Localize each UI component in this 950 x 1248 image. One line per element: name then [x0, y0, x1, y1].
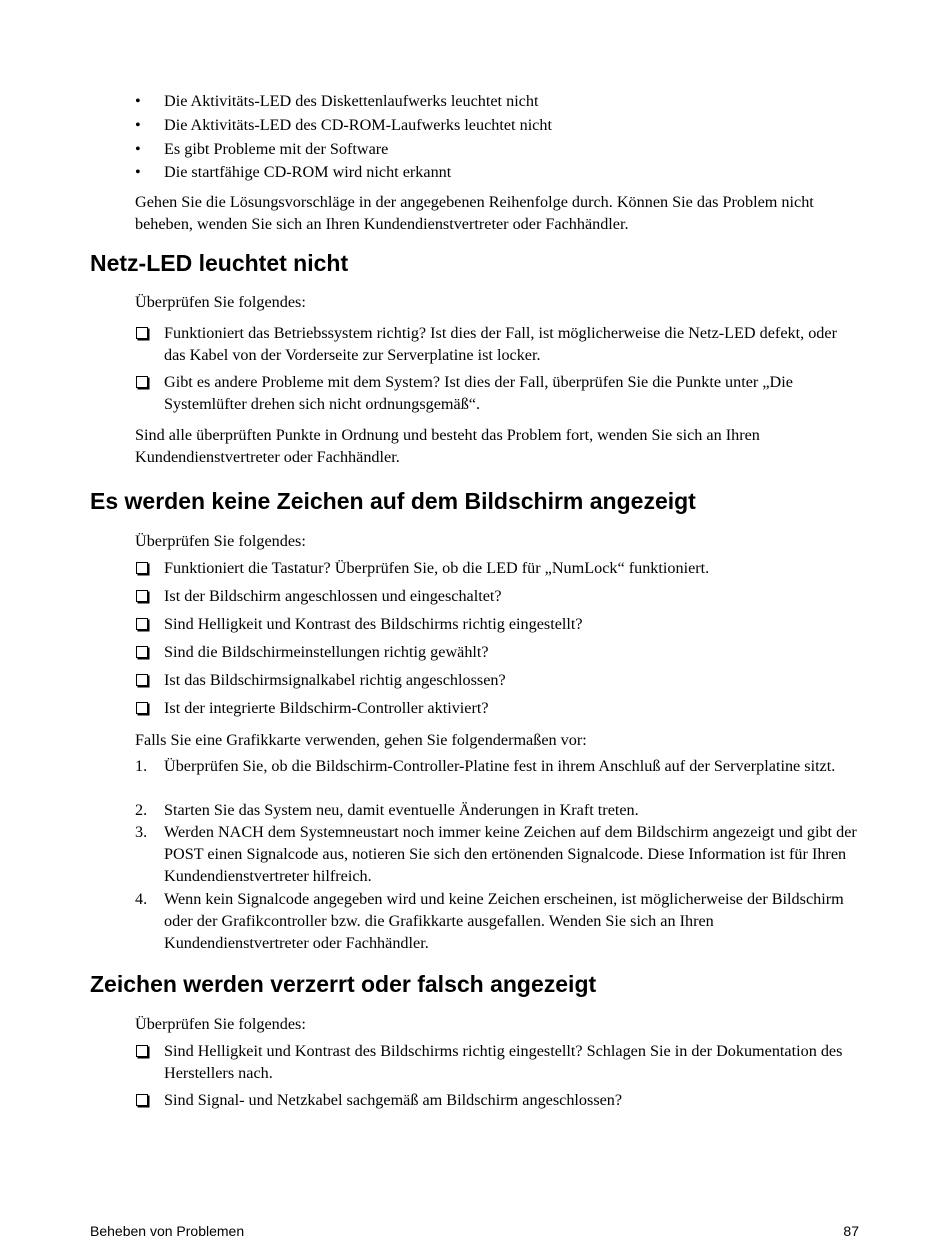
checkbox-icon — [136, 327, 148, 339]
bullet-text: Die Aktivitäts-LED des CD-ROM-Laufwerks leuchtet nicht — [164, 116, 552, 134]
bullet-glyph: • — [135, 92, 141, 110]
checklist-text: Funktioniert das Betriebssystem richtig? Ist dies der Fall, ist möglicherweise die Netz-LED defekt, oder das Kabel von der Vorderseite zur Serverplatine ist locker. — [164, 324, 837, 364]
section-lead: Überprüfen Sie folgendes: — [135, 293, 306, 311]
bullet-glyph: • — [135, 116, 141, 134]
checklist-text: Ist das Bildschirmsignalkabel richtig angeschlossen? — [164, 671, 506, 689]
checkbox-icon — [136, 702, 148, 714]
steps-lead: Falls Sie eine Grafikkarte verwenden, gehen Sie folgendermaßen vor: — [135, 731, 587, 749]
bullet-glyph: • — [135, 163, 141, 181]
section-closing: Sind alle überprüften Punkte in Ordnung und besteht das Problem fort, wenden Sie sich an Ihren Kundendienstvertreter oder Fachhändler. — [135, 426, 760, 466]
section-lead: Überprüfen Sie folgendes: — [135, 1015, 306, 1033]
step-text: Überprüfen Sie, ob die Bildschirm-Controller-Platine fest in ihrem Anschluß auf der Serverplatine sitzt. — [164, 757, 836, 775]
checkbox-icon — [136, 674, 148, 686]
checklist-text: Ist der Bildschirm angeschlossen und eingeschaltet? — [164, 587, 502, 605]
checklist-text: Sind Signal- und Netzkabel sachgemäß am Bildschirm angeschlossen? — [164, 1091, 623, 1109]
step-number: 4. — [135, 890, 148, 908]
step-number: 2. — [135, 801, 148, 819]
checklist-text: Sind Helligkeit und Kontrast des Bildschirms richtig eingestellt? Schlagen Sie in der Dokumentation des Herstellers nach. — [164, 1042, 843, 1082]
checkbox-icon — [136, 562, 148, 574]
checklist-text: Funktioniert die Tastatur? Überprüfen Sie, ob die LED für „NumLock“ funktioniert. — [164, 559, 710, 577]
checkbox-icon — [136, 1045, 148, 1057]
checkbox-icon — [136, 590, 148, 602]
checkbox-icon — [136, 618, 148, 630]
step-text: Wenn kein Signalcode angegeben wird und keine Zeichen erscheinen, ist möglicherweise der Bildschirm oder der Grafikcontroller bzw. die Grafikkarte ausgefallen. Wenden Sie sich an Ihren Kundendienstvertreter oder Fachhändler. — [164, 890, 844, 952]
footer-section-title: Beheben von Problemen — [90, 1223, 245, 1239]
intro-paragraph: Gehen Sie die Lösungsvorschläge in der angegebenen Reihenfolge durch. Können Sie das Problem nicht beheben, wenden Sie sich an Ihren Kundendienstvertreter oder Fachhändler. — [135, 193, 814, 233]
section-heading: Netz-LED leuchtet nicht — [90, 250, 349, 276]
step-text: Starten Sie das System neu, damit eventuelle Änderungen in Kraft treten. — [164, 801, 639, 819]
bullet-text: Die Aktivitäts-LED des Diskettenlaufwerks leuchtet nicht — [164, 92, 539, 110]
checklist-text: Ist der integrierte Bildschirm-Controller aktiviert? — [164, 699, 489, 717]
section-heading: Es werden keine Zeichen auf dem Bildschirm angezeigt — [90, 488, 696, 514]
checkbox-icon — [136, 376, 148, 388]
checklist-text: Sind Helligkeit und Kontrast des Bildschirms richtig eingestellt? — [164, 615, 583, 633]
checklist-text: Gibt es andere Probleme mit dem System? Ist dies der Fall, überprüfen Sie die Punkte unter „Die Systemlüfter drehen sich nicht ordnungsgemäß“. — [164, 373, 793, 413]
step-text: Werden NACH dem Systemneustart noch immer keine Zeichen auf dem Bildschirm angezeigt und gibt der POST einen Signalcode aus, notieren Sie sich den ertönenden Signalcode. Diese Information ist für Ihren Kundendienstvertreter hilfreich. — [164, 823, 857, 885]
bullet-text: Die startfähige CD-ROM wird nicht erkannt — [164, 163, 452, 181]
step-number: 3. — [135, 823, 148, 841]
checkbox-icon — [136, 646, 148, 658]
checkbox-icon — [136, 1094, 148, 1106]
bullet-glyph: • — [135, 140, 141, 158]
checklist-text: Sind die Bildschirmeinstellungen richtig gewählt? — [164, 643, 489, 661]
step-number: 1. — [135, 757, 148, 775]
section-heading: Zeichen werden verzerrt oder falsch angezeigt — [90, 971, 597, 997]
section-lead: Überprüfen Sie folgendes: — [135, 532, 306, 550]
bullet-text: Es gibt Probleme mit der Software — [164, 140, 389, 158]
footer-page-number: 87 — [843, 1223, 859, 1239]
